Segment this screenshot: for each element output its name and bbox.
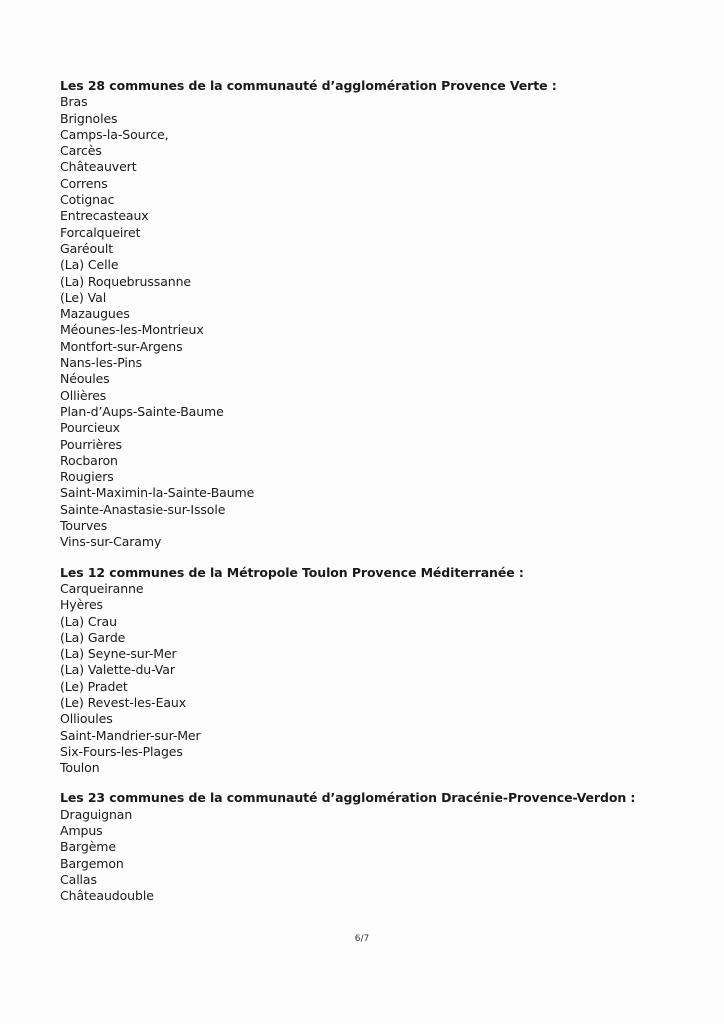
commune-item: (Le) Revest-les-Eaux: [60, 694, 187, 710]
section-title: Les 28 communes de la communauté d’agglomération Provence Verte :: [60, 78, 557, 93]
commune-item: Brignoles: [60, 110, 118, 126]
commune-item: (Le) Pradet: [60, 678, 128, 694]
commune-item: Carqueiranne: [60, 580, 144, 596]
commune-item: Châteaudouble: [60, 888, 154, 904]
page-number: 6/7: [354, 934, 370, 944]
commune-item: Callas: [60, 871, 97, 887]
commune-item: Montfort-sur-Argens: [60, 338, 183, 354]
commune-item: (La) Garde: [60, 629, 126, 645]
commune-item: Nans-les-Pins: [60, 355, 143, 371]
commune-item: Ollières: [60, 387, 107, 403]
commune-item: (La) Celle: [60, 257, 119, 273]
section-title: Les 12 communes de la Métropole Toulon Provence Méditerranée :: [60, 564, 524, 580]
commune-list: [60, 807, 680, 905]
commune-item: Saint-Mandrier-sur-Mer: [60, 727, 201, 743]
commune-item: Sainte-Anastasie-sur-Issole: [60, 501, 226, 517]
section-toulon-metropole: [60, 565, 680, 777]
commune-item: Vins-sur-Caramy: [60, 534, 162, 550]
commune-item: Méounes-les-Montrieux: [60, 322, 204, 338]
commune-item: Rocbaron: [60, 452, 118, 468]
commune-item: Camps-la-Source,: [60, 126, 169, 142]
commune-item: Ollioules: [60, 711, 113, 727]
commune-item: Draguignan: [60, 806, 133, 822]
commune-item: Entrecasteaux: [60, 208, 149, 224]
commune-item: Saint-Maximin-la-Sainte-Baume: [60, 485, 255, 501]
commune-item: Hyères: [60, 597, 103, 613]
section-provence-verte: [60, 78, 680, 551]
commune-item: Garéoult: [60, 240, 114, 256]
commune-item: Forcalqueiret: [60, 224, 141, 240]
commune-item: Ampus: [60, 823, 103, 839]
commune-item: Pourcieux: [60, 420, 120, 436]
commune-item: Néoules: [60, 371, 110, 387]
commune-item: Châteauvert: [60, 159, 137, 175]
commune-item: (La) Valette-du-Var: [60, 662, 175, 678]
commune-item: Rougiers: [60, 469, 114, 485]
commune-item: Toulon: [60, 760, 100, 776]
section-title: Les 23 communes de la communauté d’agglomération Dracénie-Provence-Verdon :: [60, 790, 636, 806]
commune-item: Correns: [60, 175, 108, 191]
commune-item: Pourrières: [60, 436, 122, 452]
commune-item: Bargemon: [60, 855, 124, 871]
commune-item: Carcès: [60, 143, 102, 159]
commune-item: Bras: [60, 94, 88, 110]
commune-item: Mazaugues: [60, 306, 130, 322]
commune-item: Plan-d’Aups-Sainte-Baume: [60, 403, 224, 419]
commune-item: Bargème: [60, 839, 116, 855]
commune-item: Tourves: [60, 518, 108, 534]
commune-item: Six-Fours-les-Plages: [60, 743, 183, 759]
document-content: [60, 78, 680, 919]
commune-list: [60, 581, 680, 777]
commune-item: (Le) Val: [60, 289, 107, 305]
commune-item: (La) Crau: [60, 613, 117, 629]
commune-list: [60, 94, 680, 550]
section-dracenie: [60, 790, 680, 904]
commune-item: (La) Roquebrussanne: [60, 273, 191, 289]
commune-item: (La) Seyne-sur-Mer: [60, 646, 177, 662]
commune-item: Cotignac: [60, 192, 115, 208]
